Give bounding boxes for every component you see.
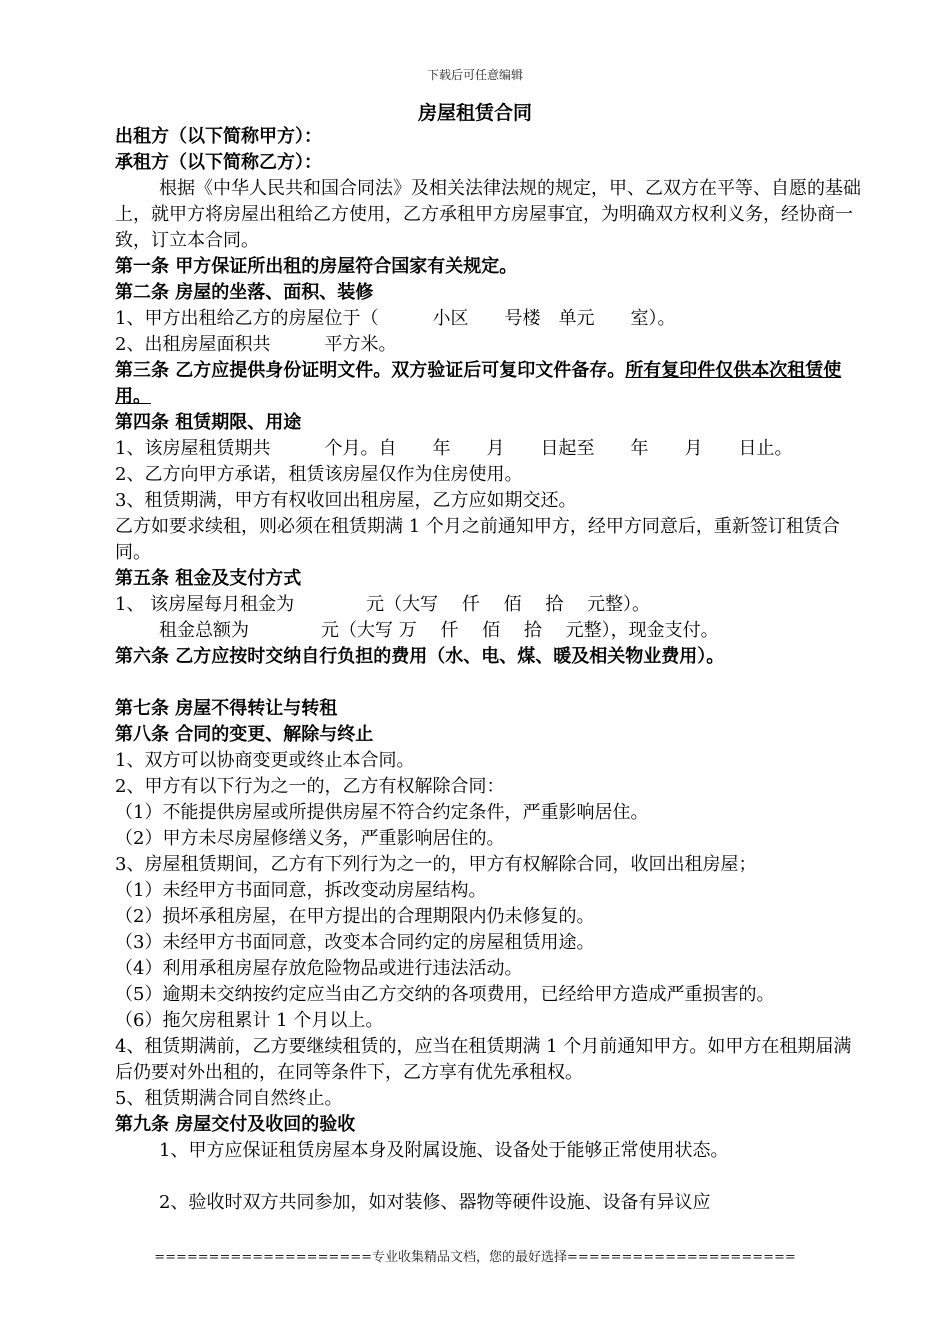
- article-5-item-1: 1、 该房屋每月租金为 元（大写 仟 佰 拾 元整）。: [115, 594, 651, 615]
- article-8-item-3-4: （4）利用承租房屋存放危险物品或进行违法活动。: [115, 958, 523, 979]
- blank-line: [115, 1164, 865, 1190]
- article-3-text: 第三条 乙方应提供身份证明文件。双方验证后可复印文件备存。: [115, 360, 626, 381]
- article-8-item-2-1: （1）不能提供房屋或所提供房屋不符合约定条件，严重影响居住。: [115, 802, 649, 823]
- article-5-title: 第五条 租金及支付方式: [115, 568, 302, 589]
- contract-body: [115, 124, 865, 1216]
- article-6: 第六条 乙方应按时交纳自行负担的费用（水、电、煤、暖及相关物业费用）。: [115, 646, 725, 667]
- article-5-item-2: 租金总额为 元（大写 万 仟 佰 拾 元整），现金支付。: [159, 620, 719, 641]
- lessee-line: 承租方（以下简称乙方）：: [115, 152, 322, 173]
- header-note: 下载后可任意编辑: [426, 68, 523, 82]
- article-2-item-1: 1、甲方出租给乙方的房屋位于（ 小区 号楼 单元 室）。: [115, 308, 676, 329]
- article-8-item-4: 4、租赁期满前，乙方要继续租赁的，应当在租赁期满 1 个月前通知甲方。如甲方在租期届满后仍要对外出租的，在同等条件下，乙方享有优先承租权。: [115, 1036, 852, 1083]
- article-3-underlined: 所有复印件仅供本次租赁使用。: [115, 360, 842, 407]
- article-9-title: 第九条 房屋交付及收回的验收: [115, 1114, 356, 1135]
- article-2-item-2: 2、出租房屋面积共 平方米。: [115, 334, 397, 355]
- footer-note: ====================专业收集精品文档，您的最好选择=====================: [154, 1250, 796, 1265]
- article-8-item-5: 5、租赁期满合同自然终止。: [115, 1088, 343, 1109]
- article-2-title: 第二条 房屋的坐落、面积、装修: [115, 282, 374, 303]
- article-8-title: 第八条 合同的变更、解除与终止: [115, 724, 374, 745]
- article-1: 第一条 甲方保证所出租的房屋符合国家有关规定。: [115, 256, 518, 277]
- article-3: [115, 358, 865, 410]
- article-8-item-3-6: （6）拖欠房租累计 1 个月以上。: [115, 1010, 384, 1031]
- article-8-item-3: 3、房屋租赁期间，乙方有下列行为之一的，甲方有权解除合同，收回出租房屋；: [115, 854, 757, 875]
- blank-line: [115, 670, 865, 696]
- article-8-item-3-5: （5）逾期未交纳按约定应当由乙方交纳的各项费用，已经给甲方造成严重损害的。: [115, 984, 775, 1005]
- article-8-item-3-2: （2）损坏承租房屋，在甲方提出的合理期限内仍未修复的。: [115, 906, 595, 927]
- article-4-item-3: 3、租赁期满，甲方有权收回出租房屋，乙方应如期交还。: [115, 490, 577, 511]
- article-8-item-3-3: （3）未经甲方书面同意，改变本合同约定的房屋租赁用途。: [115, 932, 595, 953]
- article-9-item-2: 2、验收时双方共同参加，如对装修、器物等硬件设施、设备有异议应: [159, 1192, 711, 1213]
- article-4-item-4: 乙方如要求续租，则必须在租赁期满 1 个月之前通知甲方，经甲方同意后，重新签订租赁合同。: [115, 516, 840, 563]
- article-4-title: 第四条 租赁期限、用途: [115, 412, 302, 433]
- article-9-item-1: 1、甲方应保证租赁房屋本身及附属设施、设备处于能够正常使用状态。: [159, 1140, 729, 1161]
- article-8-item-2: 2、甲方有以下行为之一的，乙方有权解除合同：: [115, 776, 505, 797]
- article-4-item-2: 2、乙方向甲方承诺，租赁该房屋仅作为住房使用。: [115, 464, 523, 485]
- article-7: 第七条 房屋不得转让与转租: [115, 698, 338, 719]
- article-8-item-3-1: （1）未经甲方书面同意，拆改变动房屋结构。: [115, 880, 487, 901]
- article-8-item-2-2: （2）甲方未尽房屋修缮义务，严重影响居住的。: [115, 828, 505, 849]
- preamble-paragraph: 根据《中华人民共和国合同法》及相关法律法规的规定，甲、乙双方在平等、自愿的基础上，就甲方将房屋出租给乙方使用，乙方承租甲方房屋事宜，为明确双方权利义务，经协商一致，订立本合同。: [115, 178, 861, 251]
- article-8-item-1: 1、双方可以协商变更或终止本合同。: [115, 750, 415, 771]
- lessor-line: 出租方（以下简称甲方）：: [115, 126, 322, 147]
- article-4-item-1: 1、该房屋租赁期共 个月。自 年 月 日起至 年 月 日止。: [115, 438, 793, 459]
- document-title: 房屋租赁合同: [417, 102, 532, 124]
